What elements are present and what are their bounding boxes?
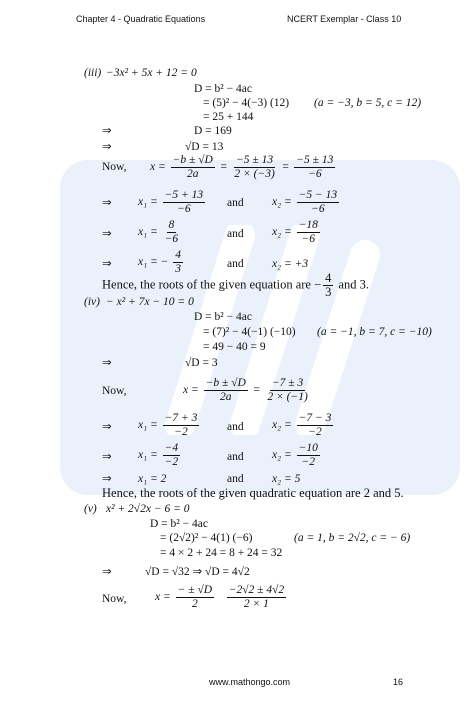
iii-root-formula: x = $\frac{-b \pm √D}{2a}$ = $\frac{-5 \pm 13}{2 \times (-3)}$ = $\frac{-5 \pm 13}{-6}$ (150, 154, 334, 180)
iii-x2-step1: x₂ = $\frac{-5 - 13}{-6}$ (272, 189, 338, 215)
iv-x1-step1: x₁ = $\frac{-7 + 3}{-2}$ (138, 412, 198, 438)
part-iv-label: (iv) (84, 296, 100, 308)
discriminant-formula: D = b² − 4ac (194, 83, 252, 95)
now-label: Now, (102, 161, 127, 173)
implies-symbol: ⇒ (102, 566, 112, 578)
implies-symbol: ⇒ (102, 141, 112, 153)
part-iii-label: (iii) (84, 67, 102, 79)
part-v-equation: x² + 2√2x − 6 = 0 (106, 503, 190, 515)
iii-coefficients: (a = −3, b = 5, c = 12) (314, 97, 422, 109)
and-label: and (227, 228, 244, 240)
iii-discriminant-sum: = 25 + 144 (203, 111, 254, 123)
iii-discriminant-value: D = 169 (194, 125, 232, 137)
part-iii-equation: −3x² + 5x + 12 = 0 (106, 67, 197, 79)
iii-x1-step1: x₁ = $\frac{-5 + 13}{-6}$ (138, 189, 204, 215)
iii-x2-result: x₂ = +3 (272, 258, 309, 270)
footer-url: www.mathongo.com (209, 677, 291, 687)
and-label: and (227, 258, 244, 270)
now-label: Now, (102, 385, 127, 397)
iv-discriminant-step: = (7)² − 4(−1) (−10) (203, 326, 296, 338)
and-label: and (227, 421, 244, 433)
iii-conclusion: Hence, the roots of the given equation are − $\frac{4}{3}$ and 3. (102, 271, 370, 299)
and-label: and (227, 451, 244, 463)
and-label: and (227, 197, 244, 209)
v-discriminant-formula: D = b² − 4ac (150, 518, 208, 530)
iii-sqrt-discriminant: √D = 13 (185, 141, 224, 153)
implies-symbol: ⇒ (102, 451, 112, 463)
iv-conclusion: Hence, the roots of the given quadratic equation are 2 and 5. (102, 486, 404, 500)
iii-x1-result: x₁ = − $\frac{4}{3}$ (138, 249, 182, 275)
v-discriminant-step: = (2√2)² − 4(1) (−6) (160, 532, 253, 544)
and-label: and (227, 473, 244, 485)
now-label: Now, (102, 593, 127, 605)
header-book-title: NCERT Exemplar - Class 10 (287, 14, 402, 24)
iv-x1-step2: x₁ = $\frac{-4}{-2}$ (138, 442, 179, 468)
iv-x2-step2: x₂ = $\frac{-10}{-2}$ (272, 442, 318, 468)
v-sqrt-discriminant: √D = √32 ⇒ √D = 4√2 (145, 566, 250, 578)
implies-symbol: ⇒ (102, 473, 112, 485)
page-number: 16 (393, 677, 404, 687)
iii-discriminant-step: = (5)² − 4(−3) (12) (203, 97, 290, 109)
iv-coefficients: (a = −1, b = 7, c = −10) (317, 326, 432, 338)
v-coefficients: (a = 1, b = 2√2, c = − 6) (294, 532, 411, 544)
iv-root-formula: x = $\frac{-b \pm √D}{2a}$ = $\frac{-7 \pm 3}{2 \times (-1)}$ (183, 377, 308, 403)
implies-symbol: ⇒ (102, 258, 112, 270)
part-iv-equation: − x² + 7x − 10 = 0 (106, 296, 194, 308)
header-chapter-title: Chapter 4 - Quadratic Equations (76, 14, 206, 24)
iv-x2-step1: x₂ = $\frac{-7 - 3}{-2}$ (272, 412, 332, 438)
implies-symbol: ⇒ (102, 357, 112, 369)
iii-x2-step2: x₂ = $\frac{-18}{-6}$ (272, 219, 318, 245)
implies-symbol: ⇒ (102, 125, 112, 137)
discriminant-formula: D = b² − 4ac (194, 311, 252, 323)
iv-x1-result: x₁ = 2 (138, 473, 167, 485)
part-v-label: (v) (84, 503, 97, 515)
v-discriminant-sum: = 4 × 2 + 24 = 8 + 24 = 32 (160, 547, 283, 559)
iii-x1-step2: x₁ = $\frac{8}{-6}$ (138, 219, 179, 245)
implies-symbol: ⇒ (102, 197, 112, 209)
implies-symbol: ⇒ (102, 421, 112, 433)
implies-symbol: ⇒ (102, 228, 112, 240)
iv-sqrt-discriminant: √D = 3 (185, 357, 218, 369)
iv-discriminant-sum: = 49 − 40 = 9 (203, 341, 266, 353)
iv-x2-result: x₂ = 5 (272, 473, 301, 485)
v-root-formula: x = $\frac{- \pm √D}{2}$ $\frac{-2√2 \pm 4√2}{2 \times 1}$ (155, 584, 285, 610)
